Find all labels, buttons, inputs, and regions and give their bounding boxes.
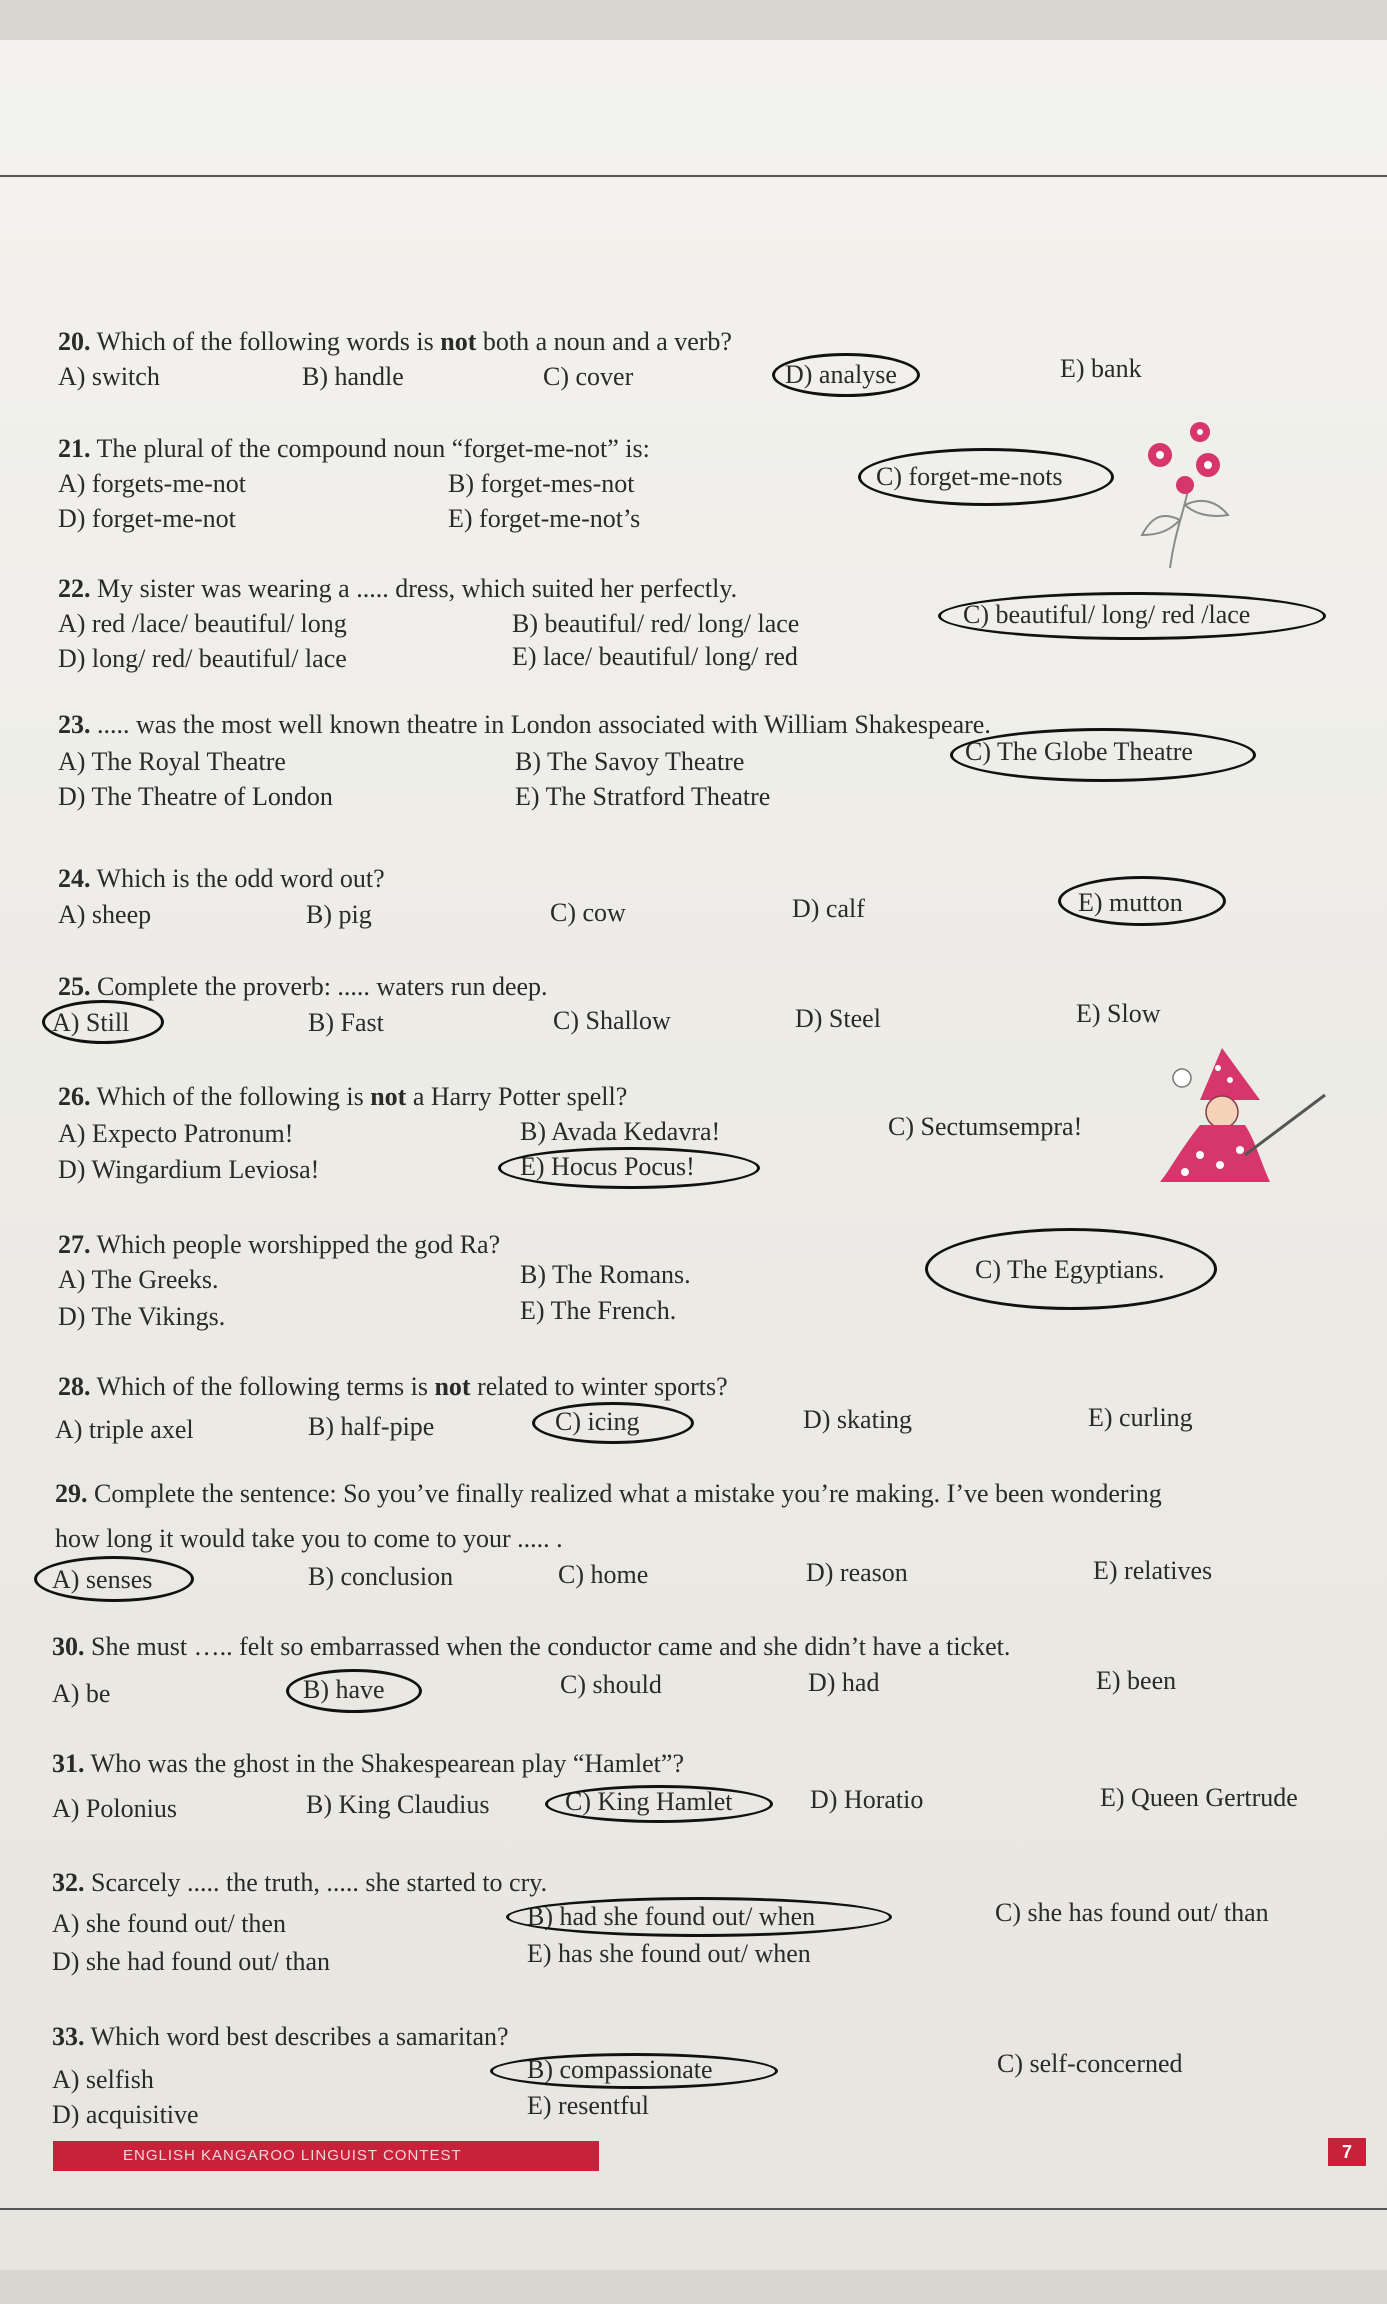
option-26-e[interactable]: E) Hocus Pocus! [520, 1152, 695, 1181]
option-30-b[interactable]: B) have [303, 1675, 385, 1704]
contest-footer-bar: ENGLISH KANGAROO LINGUIST CONTEST [53, 2141, 599, 2171]
exam-page [0, 40, 1387, 2270]
option-30-c[interactable]: C) should [560, 1670, 662, 1699]
option-20-d[interactable]: D) analyse [785, 360, 897, 389]
option-32-b[interactable]: B) had she found out/ when [527, 1902, 816, 1931]
option-24-a[interactable]: A) sheep [58, 900, 152, 929]
question-21-text: 21. The plural of the compound noun “forget-me-not” is: [58, 434, 650, 463]
option-26-d[interactable]: D) Wingardium Leviosa! [58, 1155, 320, 1184]
option-21-e[interactable]: E) forget-me-not’s [448, 504, 641, 533]
option-23-c[interactable]: C) The Globe Theatre [965, 737, 1193, 766]
wizard-icon [1160, 1040, 1330, 1190]
question-30-text: 30. She must ….. felt so embarrassed when the conductor came and she didn’t have a ticket. [52, 1632, 1011, 1661]
option-27-e[interactable]: E) The French. [520, 1296, 677, 1325]
option-20-b[interactable]: B) handle [302, 362, 404, 391]
option-25-d[interactable]: D) Steel [795, 1004, 881, 1033]
option-23-d[interactable]: D) The Theatre of London [58, 782, 333, 811]
question-28-text: 28. Which of the following terms is not related to winter sports? [58, 1372, 728, 1401]
option-27-b[interactable]: B) The Romans. [520, 1260, 691, 1289]
option-31-c[interactable]: C) King Hamlet [565, 1787, 733, 1816]
question-22-text: 22. My sister was wearing a ..... dress, which suited her perfectly. [58, 574, 738, 603]
option-30-e[interactable]: E) been [1096, 1666, 1177, 1695]
option-23-b[interactable]: B) The Savoy Theatre [515, 747, 745, 776]
option-29-e[interactable]: E) relatives [1093, 1556, 1213, 1585]
option-26-a[interactable]: A) Expecto Patronum! [58, 1119, 294, 1148]
bottom-rule [0, 2208, 1387, 2210]
option-26-c[interactable]: C) Sectumsempra! [888, 1112, 1083, 1141]
question-31-text: 31. Who was the ghost in the Shakespearean play “Hamlet”? [52, 1749, 684, 1778]
option-24-e[interactable]: E) mutton [1078, 888, 1183, 917]
option-28-d[interactable]: D) skating [803, 1405, 913, 1434]
question-32-text: 32. Scarcely ..... the truth, ..... she started to cry. [52, 1868, 548, 1897]
option-31-b[interactable]: B) King Claudius [306, 1790, 490, 1819]
option-23-e[interactable]: E) The Stratford Theatre [515, 782, 771, 811]
option-28-b[interactable]: B) half-pipe [308, 1412, 435, 1441]
option-25-a[interactable]: A) Still [52, 1008, 130, 1037]
question-29-text-line2: how long it would take you to come to your ..... . [55, 1524, 563, 1553]
option-20-e[interactable]: E) bank [1060, 354, 1142, 383]
option-22-d[interactable]: D) long/ red/ beautiful/ lace [58, 644, 347, 673]
question-20-text: 20. Which of the following words is not both a noun and a verb? [58, 327, 732, 356]
option-26-b[interactable]: B) Avada Kedavra! [520, 1117, 721, 1146]
option-32-c[interactable]: C) she has found out/ than [995, 1898, 1269, 1927]
option-21-d[interactable]: D) forget-me-not [58, 504, 236, 533]
option-32-e[interactable]: E) has she found out/ when [527, 1939, 811, 1968]
question-29-text: 29. Complete the sentence: So you’ve finally realized what a mistake you’re making. I’ve been wondering [55, 1479, 1162, 1508]
option-27-a[interactable]: A) The Greeks. [58, 1265, 219, 1294]
option-21-a[interactable]: A) forgets-me-not [58, 469, 246, 498]
option-29-c[interactable]: C) home [558, 1560, 649, 1589]
option-31-a[interactable]: A) Polonius [52, 1794, 177, 1823]
option-27-c[interactable]: C) The Egyptians. [975, 1255, 1165, 1284]
question-27-text: 27. Which people worshipped the god Ra? [58, 1230, 501, 1259]
question-24-text: 24. Which is the odd word out? [58, 864, 385, 893]
option-22-c[interactable]: C) beautiful/ long/ red /lace [963, 600, 1251, 629]
option-23-a[interactable]: A) The Royal Theatre [58, 747, 286, 776]
option-29-b[interactable]: B) conclusion [308, 1562, 454, 1591]
option-21-b[interactable]: B) forget-mes-not [448, 469, 635, 498]
option-24-d[interactable]: D) calf [792, 894, 865, 923]
option-25-e[interactable]: E) Slow [1076, 999, 1161, 1028]
option-24-c[interactable]: C) cow [550, 898, 626, 927]
page-number: 7 [1328, 2138, 1366, 2166]
option-28-e[interactable]: E) curling [1088, 1403, 1193, 1432]
option-32-d[interactable]: D) she had found out/ than [52, 1947, 331, 1976]
flower-icon [1130, 410, 1240, 570]
option-30-d[interactable]: D) had [808, 1668, 880, 1697]
option-22-b[interactable]: B) beautiful/ red/ long/ lace [512, 609, 800, 638]
question-23-text: 23. ..... was the most well known theatre in London associated with William Shakespeare. [58, 710, 991, 739]
option-24-b[interactable]: B) pig [306, 900, 372, 929]
option-33-c[interactable]: C) self-concerned [997, 2049, 1183, 2078]
option-28-c[interactable]: C) icing [555, 1407, 640, 1436]
option-30-a[interactable]: A) be [52, 1679, 111, 1708]
question-33-text: 33. Which word best describes a samaritan? [52, 2022, 509, 2051]
top-rule [0, 175, 1387, 177]
option-25-c[interactable]: C) Shallow [553, 1006, 671, 1035]
option-31-e[interactable]: E) Queen Gertrude [1100, 1783, 1298, 1812]
question-26-text: 26. Which of the following is not a Harry Potter spell? [58, 1082, 628, 1111]
option-33-a[interactable]: A) selfish [52, 2065, 154, 2094]
question-25-text: 25. Complete the proverb: ..... waters run deep. [58, 972, 548, 1001]
option-22-a[interactable]: A) red /lace/ beautiful/ long [58, 609, 347, 638]
option-31-d[interactable]: D) Horatio [810, 1785, 924, 1814]
option-22-e[interactable]: E) lace/ beautiful/ long/ red [512, 642, 798, 671]
option-27-d[interactable]: D) The Vikings. [58, 1302, 226, 1331]
option-21-c[interactable]: C) forget-me-nots [876, 462, 1063, 491]
option-29-d[interactable]: D) reason [806, 1558, 908, 1587]
option-33-e[interactable]: E) resentful [527, 2091, 650, 2120]
option-20-c[interactable]: C) cover [543, 362, 634, 391]
option-33-b[interactable]: B) compassionate [527, 2055, 713, 2084]
option-25-b[interactable]: B) Fast [308, 1008, 384, 1037]
option-29-a[interactable]: A) senses [52, 1565, 153, 1594]
option-33-d[interactable]: D) acquisitive [52, 2100, 199, 2129]
option-28-a[interactable]: A) triple axel [55, 1415, 194, 1444]
option-20-a[interactable]: A) switch [58, 362, 160, 391]
option-32-a[interactable]: A) she found out/ then [52, 1909, 286, 1938]
